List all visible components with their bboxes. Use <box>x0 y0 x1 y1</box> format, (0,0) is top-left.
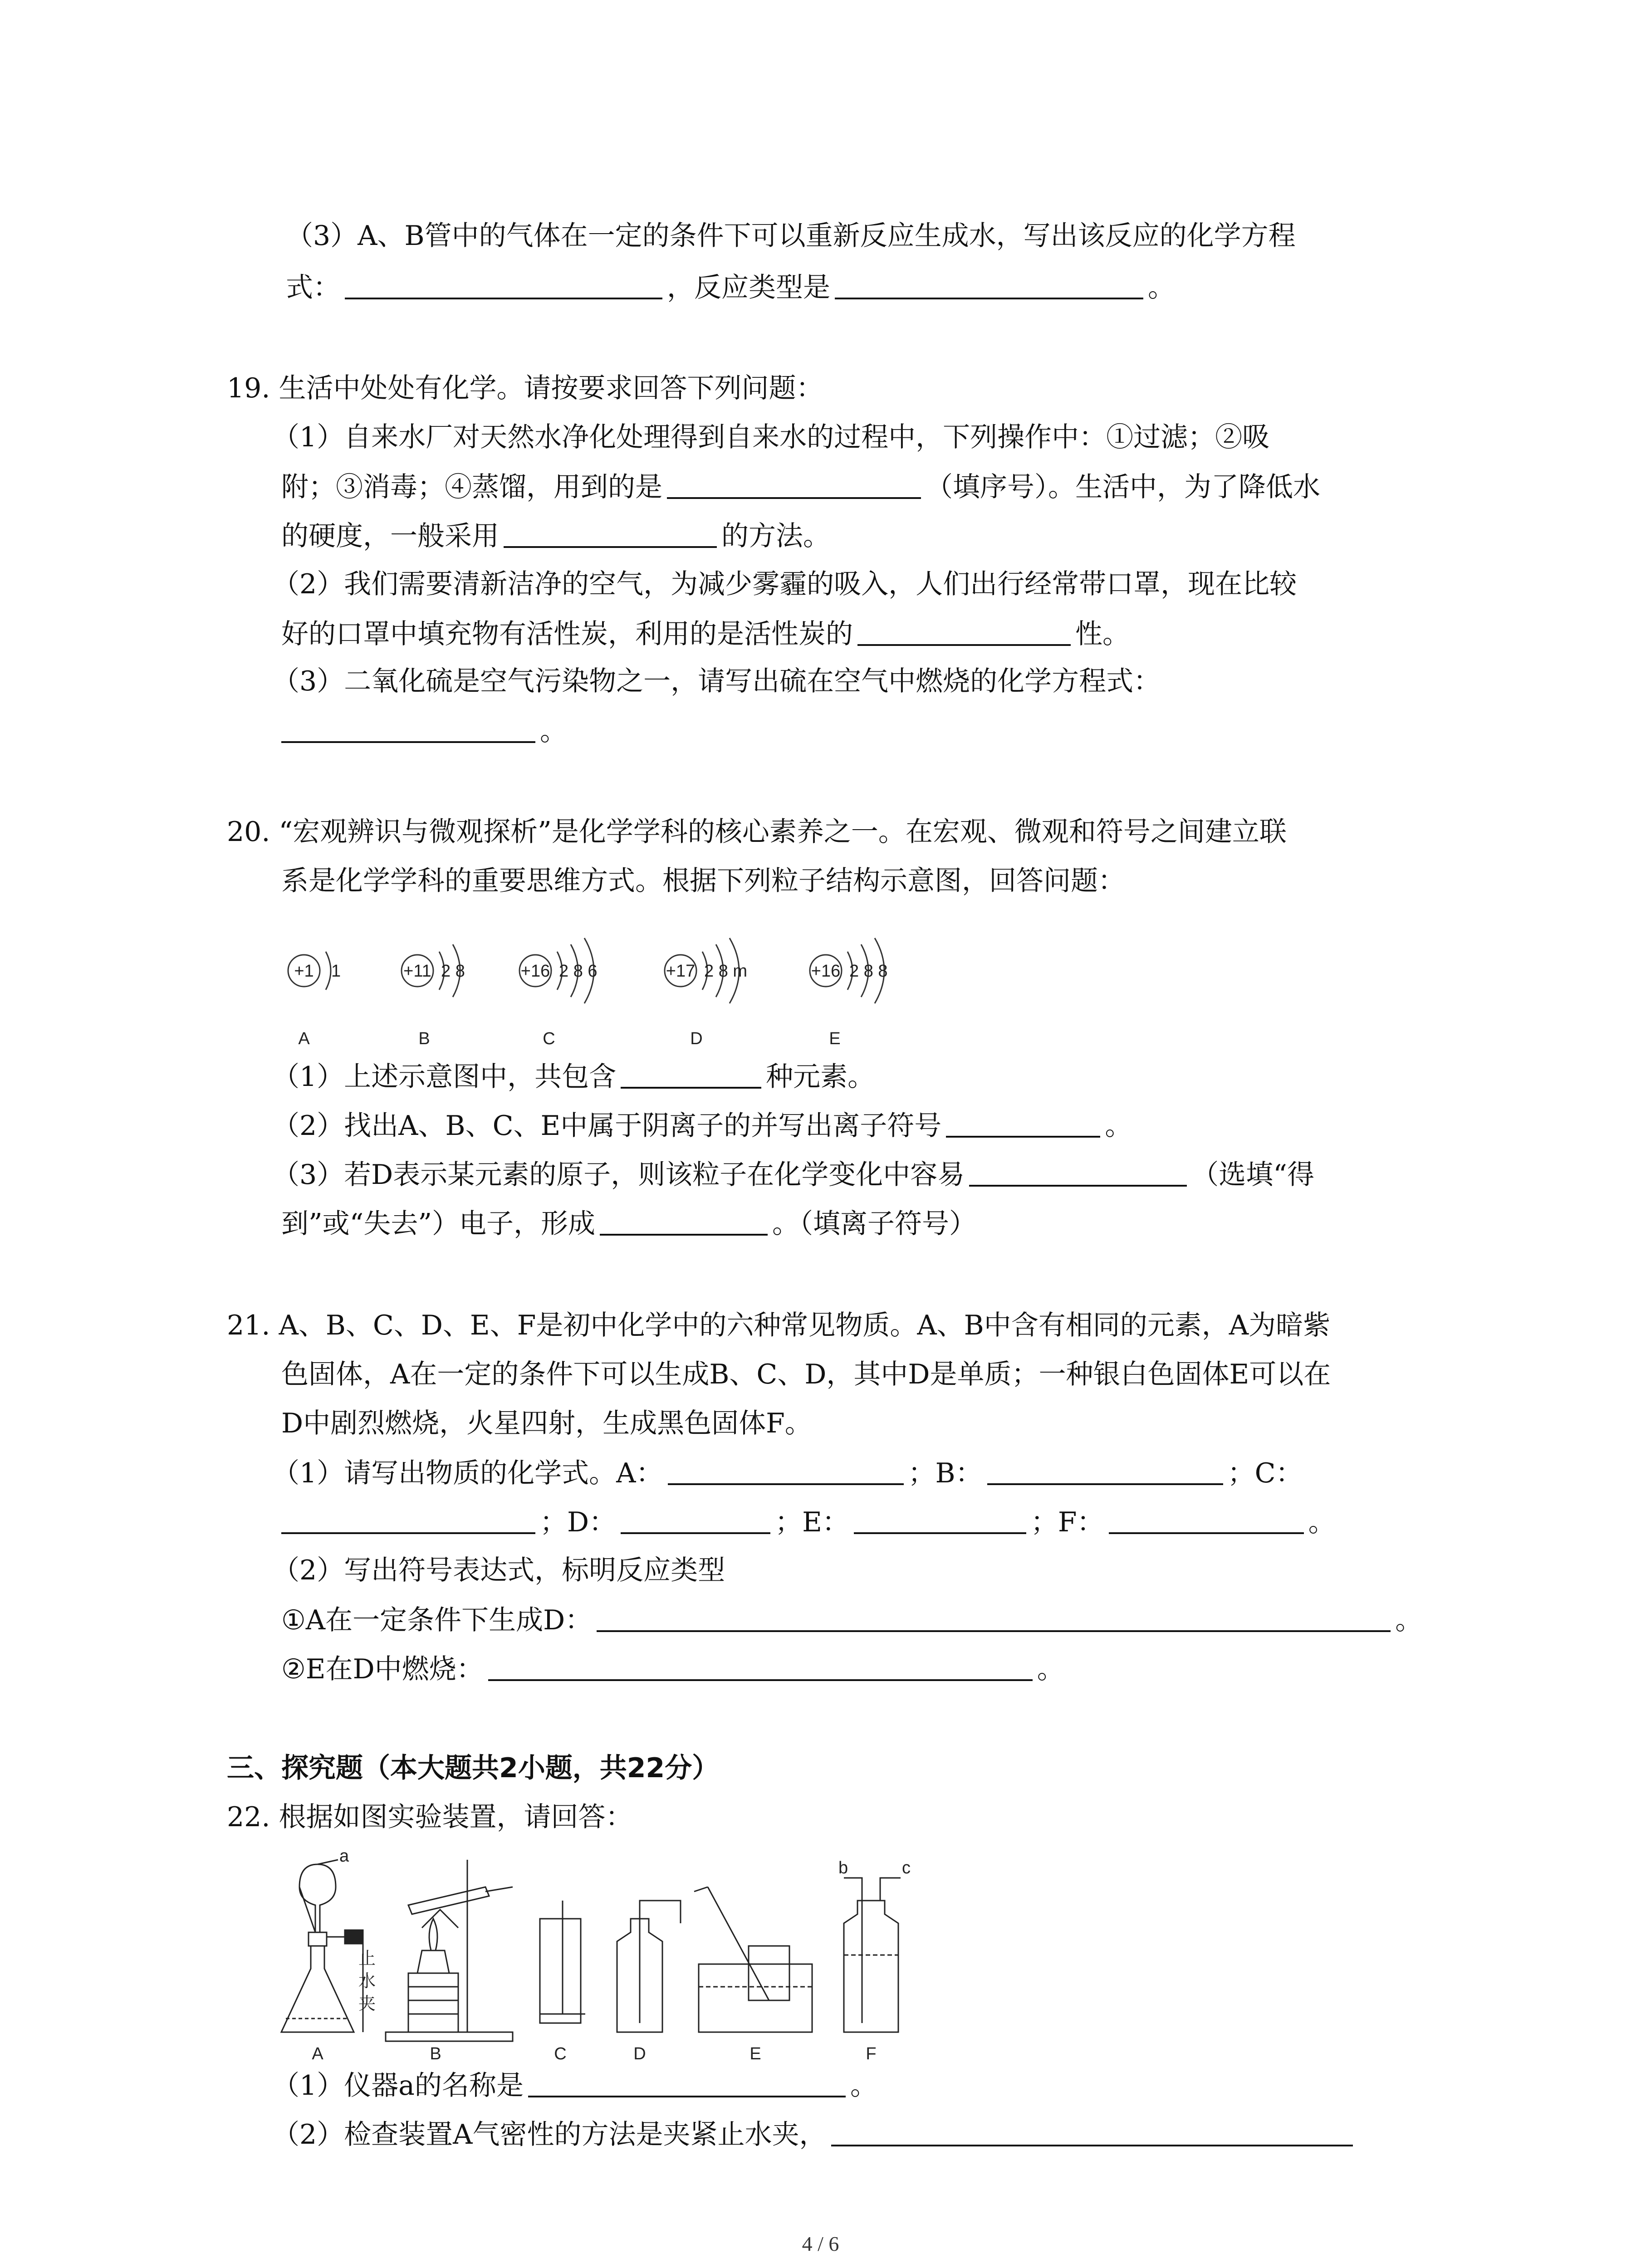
q21-stem-line1 <box>227 1309 1330 1342</box>
text: 色固体，A在一定的条件下可以生成B、C、D，其中D是单质；一种银白色固体E可以在 <box>281 1359 1331 1390</box>
q19-stem <box>227 372 823 405</box>
text: 到”或“失去”）电子，形成 <box>281 1208 596 1240</box>
q21-p2-2 <box>281 1652 1064 1686</box>
answer-blank[interactable] <box>857 617 1071 646</box>
q19-p1-line2 <box>281 470 1320 503</box>
q19-p1-line1 <box>272 421 1269 454</box>
q20-stem-line1 <box>227 816 1287 848</box>
apparatus-labels <box>312 2044 876 2063</box>
particle-label: E <box>829 1029 841 1048</box>
q20-p1 <box>272 1060 875 1093</box>
particle-electrons: 2 8 6 <box>559 962 598 981</box>
q18-3-line2 <box>286 270 1175 304</box>
text: ；C： <box>1227 1457 1303 1489</box>
particle-electrons: 2 8 m <box>704 962 748 981</box>
particle-nucleus: +11 <box>403 962 431 981</box>
text: ；F： <box>1030 1506 1104 1538</box>
label-clamp-1: 止 <box>358 1949 376 1968</box>
q21-p1-line2 <box>281 1505 1336 1539</box>
text: （2）写出符号表达式，标明反应类型 <box>272 1554 725 1586</box>
text: （1）请写出物质的化学式。A： <box>272 1457 663 1489</box>
apparatus-label: C <box>554 2044 567 2063</box>
text: （2）找出A、B、C、E中属于阴离子的并写出离子符号 <box>272 1110 942 1142</box>
q21-stem-line2 <box>281 1358 1331 1391</box>
label-a: a <box>339 1851 349 1866</box>
answer-blank[interactable] <box>281 1505 535 1534</box>
particle-nucleus: +17 <box>666 962 696 981</box>
answer-blank[interactable] <box>835 270 1143 299</box>
lab-apparatus-figure <box>272 1851 980 2064</box>
answer-blank[interactable] <box>854 1505 1026 1534</box>
text: 系是化学学科的重要思维方式。根据下列粒子结构示意图，回答问题： <box>281 865 1125 897</box>
text: （3）若D表示某元素的原子，则该粒子在化学变化中容易 <box>272 1159 965 1191</box>
q20-stem-line2 <box>281 865 1125 897</box>
text: 。 <box>1105 1110 1132 1142</box>
text: 20. “宏观辨识与微观探析”是化学学科的核心素养之一。在宏观、微观和符号之间建立联 <box>227 816 1287 848</box>
answer-blank[interactable] <box>621 1060 761 1089</box>
text: 。 <box>1148 272 1175 303</box>
apparatus-label: E <box>749 2044 761 2063</box>
q21-p1-line1 <box>272 1456 1303 1490</box>
label-clamp-2: 水 <box>358 1972 376 1991</box>
text: ；E： <box>775 1506 849 1538</box>
answer-blank[interactable] <box>504 519 717 548</box>
q20-p2 <box>272 1109 1132 1142</box>
apparatus-label: D <box>633 2044 646 2063</box>
q22-p1 <box>272 2068 877 2102</box>
section-heading <box>227 1752 719 1784</box>
text: 。 <box>1037 1653 1064 1685</box>
q22-p2 <box>272 2117 1357 2151</box>
answer-blank[interactable] <box>345 270 662 299</box>
q18-3-line1 <box>286 220 1296 252</box>
text: ①A在一定条件下生成D： <box>281 1604 593 1636</box>
answer-blank[interactable] <box>488 1652 1033 1681</box>
q19-p3-line2 <box>281 714 567 748</box>
text: （3）A、B管中的气体在一定的条件下可以重新反应生成水，写出该反应的化学方程 <box>286 220 1296 252</box>
particle-nucleus: +16 <box>811 962 841 981</box>
apparatus-c <box>540 1901 585 2023</box>
apparatus-d <box>617 1901 681 2032</box>
particle-structure-diagrams <box>272 925 953 1061</box>
particle-a <box>288 952 341 1048</box>
answer-blank[interactable] <box>528 2068 846 2097</box>
q21-p2 <box>272 1554 725 1587</box>
particle-electrons: 2 8 <box>441 962 465 981</box>
text: 的方法。 <box>721 520 830 552</box>
q20-p3-line2 <box>281 1207 976 1240</box>
apparatus-label: F <box>866 2044 877 2063</box>
text: 附；③消毒；④蒸馏，用到的是 <box>281 471 662 503</box>
text: 。 <box>1395 1604 1423 1636</box>
particle-b <box>402 944 465 1048</box>
text: 22. 根据如图实验装置，请回答： <box>227 1801 633 1833</box>
text: 性。 <box>1075 618 1130 650</box>
particle-nucleus: +16 <box>520 962 550 981</box>
apparatus-e <box>694 1887 812 2032</box>
text: ；D： <box>540 1506 617 1538</box>
answer-blank[interactable] <box>597 1603 1391 1632</box>
q19-p2-line2 <box>281 617 1130 650</box>
q19-p3-line1 <box>272 665 1161 698</box>
text: （选填“得 <box>1191 1159 1314 1191</box>
apparatus-b <box>386 1860 513 2041</box>
text: （3）二氧化硫是空气污染物之一，请写出硫在空气中燃烧的化学方程式： <box>272 665 1161 697</box>
text: （填序号）。生活中，为了降低水 <box>926 471 1320 503</box>
particle-nucleus: +1 <box>294 962 314 981</box>
text: （2）检查装置A气密性的方法是夹紧止水夹， <box>272 2119 827 2151</box>
text: ，反应类型是 <box>667 272 830 303</box>
text: 好的口罩中填充物有活性炭，利用的是活性炭的 <box>281 618 853 650</box>
answer-blank[interactable] <box>831 2117 1353 2146</box>
particle-d <box>665 938 747 1048</box>
q22-stem <box>227 1801 633 1833</box>
label-c: c <box>902 1858 911 1877</box>
text: 的硬度，一般采用 <box>281 520 499 552</box>
label-clamp-3: 夹 <box>358 1994 376 2014</box>
text: （1）仪器a的名称是 <box>272 2070 524 2102</box>
apparatus-a <box>281 1860 363 2032</box>
q21-p2-1 <box>281 1603 1422 1637</box>
particle-electrons: 2 8 8 <box>849 962 888 981</box>
text: ②E在D中燃烧： <box>281 1653 484 1685</box>
text: （1）自来水厂对天然水净化处理得到自来水的过程中，下列操作中：①过滤；②吸 <box>272 421 1270 453</box>
label-b: b <box>838 1858 848 1877</box>
apparatus-label: A <box>312 2044 323 2063</box>
particle-label: C <box>543 1029 555 1048</box>
answer-blank[interactable] <box>1109 1505 1304 1534</box>
apparatus-label: B <box>430 2044 441 2063</box>
particle-label: B <box>418 1029 430 1048</box>
q19-p2-line1 <box>272 568 1297 601</box>
page-number: 4 / 6 <box>802 2232 839 2255</box>
q20-p3-line1 <box>272 1158 1314 1191</box>
q19-p1-line3 <box>281 519 830 552</box>
particle-electrons: 1 <box>331 962 341 981</box>
text: 。（填离子符号） <box>772 1208 977 1240</box>
particle-label: A <box>298 1029 310 1048</box>
q21-stem-line3 <box>281 1407 812 1440</box>
text: 种元素。 <box>766 1061 875 1093</box>
text: 。 <box>850 2070 877 2102</box>
text: ；B： <box>908 1457 983 1489</box>
text: （1）上述示意图中，共包含 <box>272 1061 617 1093</box>
text: 。 <box>1308 1506 1336 1538</box>
text: 式： <box>286 272 340 303</box>
particle-e <box>810 938 888 1048</box>
text: 19. 生活中处处有化学。请按要求回答下列问题： <box>227 372 823 404</box>
text: D中剧烈燃烧，火星四射，生成黑色固体F。 <box>281 1408 812 1439</box>
answer-blank[interactable] <box>600 1207 768 1236</box>
answer-blank[interactable] <box>987 1456 1223 1485</box>
answer-blank[interactable] <box>281 714 535 743</box>
answer-blank[interactable] <box>621 1505 770 1534</box>
apparatus-f <box>844 1878 901 2032</box>
particle-c <box>519 938 598 1048</box>
answer-blank[interactable] <box>667 470 921 499</box>
particle-label: D <box>690 1029 703 1048</box>
text: 。 <box>540 715 567 747</box>
answer-blank[interactable] <box>946 1109 1100 1138</box>
text: （2）我们需要清新洁净的空气，为减少雾霾的吸入，人们出行经常带口罩，现在比较 <box>272 568 1297 600</box>
text: 21. A、B、C、D、E、F是初中化学中的六种常见物质。A、B中含有相同的元素，A为暗紫 <box>227 1310 1331 1341</box>
answer-blank[interactable] <box>668 1456 904 1485</box>
text: 三、探究题（本大题共2小题，共22分） <box>227 1752 720 1784</box>
answer-blank[interactable] <box>969 1158 1187 1187</box>
